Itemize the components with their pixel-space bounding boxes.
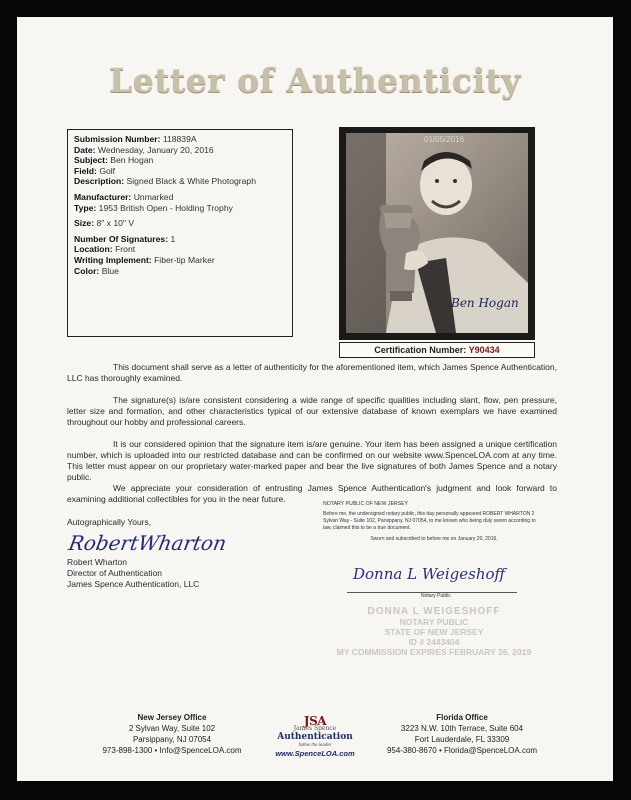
certification-number: Y90434 — [468, 345, 500, 355]
paragraph-3: It is our considered opinion that the signature item is/are genuine. Your item has been assigned a unique certification number, which is uploaded into our restricted database and can be confirmed on our website www.SpenceLOA.com at any time. This letter must appear on our proprietary water-marked paper and bear the live signatures of both James Spence and a notary public. — [67, 439, 557, 482]
seal-line: NOTARY PUBLIC — [399, 617, 469, 627]
notary-sworn: Sworn and subscribed to before me on January 20, 2016. — [370, 536, 498, 542]
seal-line: STATE OF NEW JERSEY — [384, 627, 484, 637]
closing-text: Autographically Yours, — [67, 517, 152, 527]
notary-signature-label: Notary Public — [421, 593, 451, 599]
detail-row: Subject: Ben Hogan — [74, 155, 154, 166]
photo-signature-text: Ben Hogan — [451, 296, 519, 310]
signer-role: Director of Authentication — [67, 568, 162, 578]
paragraph-2: The signature(s) is/are consistent considering a wide range of specific qualities including slant, flow, pen pressure, letter size and formation, and other characteristics typical of our extensive database of known exemplars we have examined throughout our hobby and professional careers. — [67, 395, 557, 427]
director-signature: RobertWharton — [66, 531, 229, 555]
detail-row: Submission Number: 118839A — [74, 134, 197, 144]
notary-heading: NOTARY PUBLIC OF NEW JERSEY — [323, 501, 409, 507]
item-photo — [339, 127, 535, 340]
document-title: Letter of Authenticity — [109, 61, 521, 100]
notary-block — [323, 501, 545, 543]
detail-row: Writing Implement: Fiber-tip Marker — [74, 254, 215, 265]
paragraph-4: We appreciate your consideration of entrusting James Spence Authentication's judgment and look forward to examining additional collectibles for you in the near future. — [67, 483, 557, 504]
certification-number-box — [339, 342, 535, 358]
detail-row: Location: Front — [74, 244, 136, 255]
detail-row: Number Of Signatures: 1 — [74, 233, 176, 244]
detail-row: Color: Blue — [74, 265, 119, 276]
item-details-box — [67, 129, 293, 337]
detail-row: Size: 8" x 10" V — [74, 218, 135, 229]
detail-row: Description: Signed Black & White Photograph — [74, 176, 256, 187]
notary-signature: Donna L Weigeshoff — [353, 565, 506, 583]
photo-image — [346, 133, 528, 333]
fl-office: Florida Office 3223 N.W. 10th Terrace, Suite 604 Fort Lauderdale, FL 33309 954-380-8670 • Florida@SpenceLOA.com — [386, 713, 538, 755]
photo-date-stamp: 01/05/2016 — [424, 135, 465, 144]
seal-line: MY COMMISSION EXPIRES FEBRUARY 26, 2019 — [336, 647, 532, 657]
signer-company: James Spence Authentication, LLC — [67, 579, 200, 589]
nj-office: New Jersey Office 2 Sylvan Way, Suite 102 Parsippany, NJ 07054 973-898-1300 • Info@SpenceLOA.com — [102, 713, 242, 755]
letter-paper — [17, 17, 613, 781]
signer-name: Robert Wharton — [67, 557, 127, 567]
jsa-logo: JSA James Spence Authentication follow the leader www.SpenceLOA.com — [275, 714, 355, 758]
detail-row: Date: Wednesday, January 20, 2016 — [74, 144, 214, 155]
paragraph-1: This document shall serve as a letter of authenticity for the aforementioned item, which James Spence Authentication, LLC has thoroughly examined. — [67, 362, 557, 383]
seal-line: ID # 2443404 — [408, 637, 460, 647]
detail-row: Field: Golf — [74, 165, 116, 176]
certification-label: Certification Number: — [374, 345, 467, 355]
detail-row: Manufacturer: Unmarked — [74, 191, 174, 202]
detail-row: Type: 1953 British Open - Holding Trophy — [74, 202, 233, 213]
notary-seal — [323, 607, 545, 657]
seal-name: DONNA L WEIGESHOFF — [367, 606, 501, 617]
notary-text: Before me, the undersigned notary public, this day personally appeared ROBERT WHARTON 2 Sylvan Way - Suite 102, Parsippany, NJ 07054, to me known who being duly sworn according to law, claimed this to be a true document. — [323, 511, 536, 531]
jsa-url[interactable]: www.SpenceLOA.com — [275, 749, 355, 758]
